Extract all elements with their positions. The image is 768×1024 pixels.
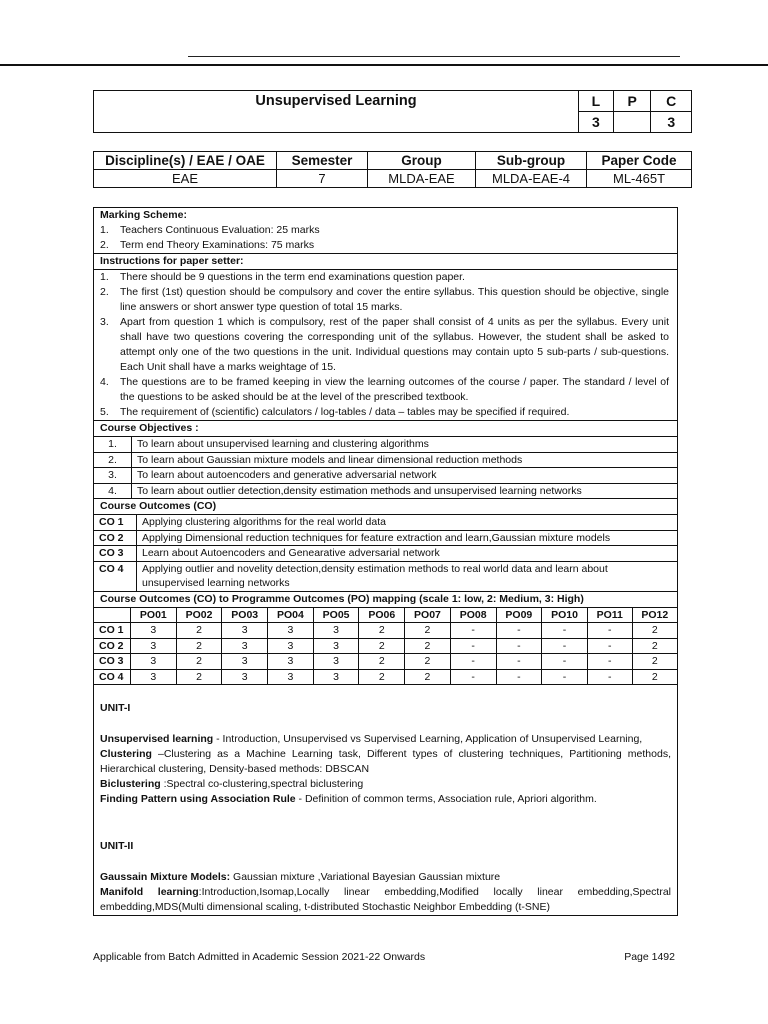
lpc-value-l: 3	[579, 112, 614, 133]
syllabus-box	[93, 207, 678, 916]
po-value-cell: -	[587, 623, 632, 639]
objective-row	[94, 468, 677, 484]
discipline-header: Discipline(s) / EAE / OAE	[94, 152, 277, 170]
lpc-header-c: C	[651, 91, 692, 112]
objective-text: To learn about Gaussian mixture models and linear dimensional reduction methods	[132, 452, 678, 468]
po-row-label: CO 2	[94, 638, 131, 654]
unit2-title: UNIT-II	[100, 840, 134, 852]
marking-scheme-section	[94, 208, 677, 254]
po-mapping-row	[94, 669, 677, 684]
po-value-cell: 3	[222, 623, 268, 639]
po-mapping-row	[94, 638, 677, 654]
po-value-cell: 3	[222, 669, 268, 684]
outcomes-table	[94, 514, 677, 591]
po-value-cell: 2	[405, 623, 451, 639]
topic-body: Introduction, Unsupervised vs Supervised Learning, Application of Unsupervised Learning,	[222, 733, 643, 745]
po-header: PO12	[632, 607, 677, 623]
discipline-value: EAE	[94, 170, 277, 188]
po-value-cell: 3	[313, 669, 359, 684]
po-value-cell: 3	[222, 654, 268, 670]
po-header: PO03	[222, 607, 268, 623]
outcome-id: CO 3	[94, 546, 137, 562]
objective-row	[94, 452, 677, 468]
po-value-cell: -	[450, 669, 496, 684]
po-row-label: CO 4	[94, 669, 131, 684]
group-header: Group	[368, 152, 476, 170]
lpc-header-l: L	[579, 91, 614, 112]
subgroup-value: MLDA-EAE-4	[476, 170, 587, 188]
instruction-num: 4.	[100, 376, 109, 388]
po-value-cell: 3	[131, 638, 177, 654]
po-mapping-table	[94, 607, 677, 685]
header-rule-thin	[188, 56, 680, 57]
objective-text: To learn about outlier detection,density estimation methods and unsupervised learning networks	[132, 483, 678, 498]
po-value-cell: 3	[131, 654, 177, 670]
topic-head: Manifold learning	[100, 886, 199, 898]
po-value-cell: -	[450, 638, 496, 654]
po-value-cell: 3	[222, 638, 268, 654]
unit2-topic	[100, 885, 671, 915]
po-header: PO04	[268, 607, 314, 623]
po-header-row	[94, 607, 677, 623]
topic-head: Finding Pattern using Association Rule	[100, 793, 296, 805]
po-mapping-title: Course Outcomes (CO) to Programme Outcomes (PO) mapping (scale 1: low, 2: Medium, 3: High)	[100, 592, 584, 605]
outcome-row	[94, 530, 677, 546]
outcome-text: Applying outlier and novelity detection,density estimation methods to real world data and learn about unsupervised learning networks	[137, 561, 678, 591]
po-header: PO10	[542, 607, 588, 623]
topic-body: Gaussian mixture ,Variational Bayesian Gaussian mixture	[233, 871, 501, 883]
lpc-value-p	[613, 112, 651, 133]
marking-item-num: 2.	[100, 239, 109, 251]
topic-body: Definition of common terms, Association rule, Apriori algorithm.	[304, 793, 597, 805]
unit2-topic	[100, 870, 671, 885]
marking-item-text: Term end Theory Examinations: 75 marks	[120, 239, 315, 251]
header-rule-thick	[0, 64, 768, 66]
instruction-item	[100, 315, 669, 375]
discipline-table	[93, 151, 692, 188]
po-value-cell: -	[496, 638, 542, 654]
po-value-cell: 2	[405, 638, 451, 654]
objective-row	[94, 483, 677, 498]
po-value-cell: 2	[176, 654, 222, 670]
course-outcomes-title: Course Outcomes (CO)	[100, 500, 217, 512]
objective-num: 4.	[94, 483, 132, 498]
objective-num: 2.	[94, 452, 132, 468]
po-value-cell: -	[587, 638, 632, 654]
po-header: PO08	[450, 607, 496, 623]
po-value-cell: 3	[313, 623, 359, 639]
po-value-cell: 2	[632, 623, 677, 639]
po-header: PO09	[496, 607, 542, 623]
topic-head: Gaussain Mixture Models:	[100, 871, 231, 883]
course-title-table	[93, 90, 692, 133]
instruction-text: The first (1st) question should be compulsory and cover the entire syllabus. This question should be objective, single line answers or short answer type question of total 15 marks.	[120, 286, 669, 313]
po-value-cell: -	[496, 623, 542, 639]
po-value-cell: 3	[131, 669, 177, 684]
topic-sep: :	[198, 886, 202, 898]
footer-applicable-text: Applicable from Batch Admitted in Academic Session 2021-22 Onwards	[93, 951, 426, 963]
instruction-text: Apart from question 1 which is compulsory, rest of the paper shall consist of 4 units as per the syllabus. Every unit shall have two questions covering the corresponding unit of the syllabus. However, the student shall be asked to attempt only one of the two questions in the unit. Individual questions may contain upto 5 sub-parts / sub-questions. Each Unit shall have a marks weightage of 15.	[120, 316, 669, 373]
po-mapping-row	[94, 654, 677, 670]
po-header: PO06	[359, 607, 405, 623]
objective-num: 3.	[94, 468, 132, 484]
po-mapping-row	[94, 623, 677, 639]
po-value-cell: 3	[268, 669, 314, 684]
po-value-cell: -	[542, 669, 588, 684]
topic-sep: -	[295, 793, 305, 805]
unit1-title: UNIT-I	[100, 702, 131, 714]
po-value-cell: 2	[632, 638, 677, 654]
po-value-cell: 2	[359, 638, 405, 654]
course-outcomes-section	[94, 499, 677, 592]
objective-row	[94, 437, 677, 453]
unit1-topic	[100, 777, 671, 792]
topic-body: Introduction,Isomap,Locally linear embedding,Modified locally linear embedding,Spectral embedding,MDS(Multi dimensional scaling, t-distributed Stochastic Neighbor Embedding (t-SNE)	[100, 886, 672, 913]
po-value-cell: -	[496, 669, 542, 684]
po-row-label: CO 1	[94, 623, 131, 639]
po-header: PO01	[131, 607, 177, 623]
outcome-row	[94, 515, 677, 531]
po-value-cell: -	[542, 623, 588, 639]
instruction-num: 5.	[100, 406, 109, 418]
instruction-num: 3.	[100, 316, 109, 328]
topic-head: Clustering	[100, 748, 152, 760]
marking-scheme-title: Marking Scheme:	[100, 209, 187, 221]
course-objectives-title: Course Objectives :	[100, 422, 199, 434]
po-value-cell: 2	[359, 669, 405, 684]
semester-value: 7	[277, 170, 368, 188]
semester-header: Semester	[277, 152, 368, 170]
objective-num: 1.	[94, 437, 132, 453]
group-value: MLDA-EAE	[368, 170, 476, 188]
po-value-cell: 2	[632, 669, 677, 684]
topic-sep: -	[213, 733, 223, 745]
po-value-cell: 3	[131, 623, 177, 639]
po-value-cell: -	[496, 654, 542, 670]
objective-text: To learn about autoencoders and generative adversarial network	[132, 468, 678, 484]
instruction-item	[100, 405, 669, 420]
po-value-cell: 2	[359, 654, 405, 670]
po-value-cell: 3	[313, 638, 359, 654]
instructions-section	[94, 254, 677, 421]
po-value-cell: -	[587, 654, 632, 670]
instruction-item	[100, 375, 669, 405]
instruction-text: There should be 9 questions in the term end examinations question paper.	[120, 271, 465, 283]
po-header: PO02	[176, 607, 222, 623]
outcome-id: CO 4	[94, 561, 137, 591]
outcome-id: CO 1	[94, 515, 137, 531]
po-value-cell: 2	[176, 638, 222, 654]
outcome-row	[94, 546, 677, 562]
outcome-text: Applying clustering algorithms for the real world data	[137, 515, 678, 531]
unit1-topic	[100, 732, 671, 747]
course-title: Unsupervised Learning	[94, 91, 579, 133]
unit1-topic	[100, 792, 671, 807]
po-value-cell: 2	[632, 654, 677, 670]
instructions-title: Instructions for paper setter:	[94, 254, 677, 270]
po-value-cell: 2	[176, 623, 222, 639]
topic-sep: –	[151, 748, 164, 760]
po-value-cell: -	[450, 623, 496, 639]
lpc-header-p: P	[613, 91, 651, 112]
instruction-text: The questions are to be framed keeping in view the learning outcomes of the course / paper. The standard / level of the questions to be asked should be at the level of the prescribed textbook.	[120, 376, 669, 403]
instruction-item	[100, 285, 669, 315]
po-value-cell: -	[450, 654, 496, 670]
marking-item-text: Teachers Continuous Evaluation: 25 marks	[120, 224, 320, 236]
marking-item	[100, 223, 669, 238]
topic-body: Clustering as a Machine Learning task, Different types of clustering techniques, Partitioning methods, Hierarchical clustering, Density-based methods: DBSCAN	[100, 748, 671, 775]
po-value-cell: 2	[405, 669, 451, 684]
outcome-id: CO 2	[94, 530, 137, 546]
topic-body: Spectral co-clustering,spectral biclustering	[166, 778, 364, 790]
po-value-cell: -	[542, 638, 588, 654]
syllabus-content	[94, 685, 677, 915]
topic-head: Biclustering	[100, 778, 161, 790]
po-value-cell: 3	[268, 654, 314, 670]
po-value-cell: 2	[176, 669, 222, 684]
po-mapping-section	[94, 592, 677, 686]
subgroup-header: Sub-group	[476, 152, 587, 170]
po-corner-cell	[94, 607, 131, 623]
unit1-topic	[100, 747, 671, 777]
lpc-value-c: 3	[651, 112, 692, 133]
po-header: PO05	[313, 607, 359, 623]
po-value-cell: 3	[268, 638, 314, 654]
topic-sep: :	[160, 778, 167, 790]
paper-code-value: ML-465T	[587, 170, 692, 188]
instruction-item	[100, 270, 669, 285]
po-row-label: CO 3	[94, 654, 131, 670]
outcome-text: Learn about Autoencoders and Genearative adversarial network	[137, 546, 678, 562]
instruction-text: The requirement of (scientific) calculators / log-tables / data – tables may be specified if required.	[120, 406, 570, 418]
objective-text: To learn about unsupervised learning and clustering algorithms	[132, 437, 678, 453]
objectives-table	[94, 436, 677, 498]
po-header: PO07	[405, 607, 451, 623]
po-value-cell: -	[587, 669, 632, 684]
instruction-num: 1.	[100, 271, 109, 283]
marking-item	[100, 238, 669, 253]
po-value-cell: -	[542, 654, 588, 670]
po-header: PO11	[587, 607, 632, 623]
po-value-cell: 3	[313, 654, 359, 670]
course-objectives-section	[94, 421, 677, 499]
paper-code-header: Paper Code	[587, 152, 692, 170]
instruction-num: 2.	[100, 286, 109, 298]
marking-item-num: 1.	[100, 224, 109, 236]
po-value-cell: 3	[268, 623, 314, 639]
po-value-cell: 2	[359, 623, 405, 639]
outcome-text: Applying Dimensional reduction techniques for feature extraction and learn,Gaussian mixture models	[137, 530, 678, 546]
outcome-row	[94, 561, 677, 591]
footer-page-number: Page 1492	[624, 951, 675, 963]
po-value-cell: 2	[405, 654, 451, 670]
topic-head: Unsupervised learning	[100, 733, 214, 745]
